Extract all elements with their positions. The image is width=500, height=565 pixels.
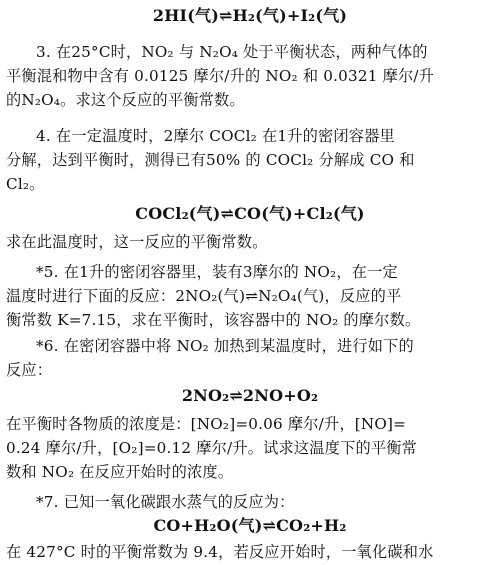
problem-3-line-1: 3. 在25°C时，NO₂ 与 N₂O₄ 处于平衡状态，两种气体的 [36, 43, 428, 61]
problem-6-line-2: 反应： [6, 361, 53, 379]
problem-4-line-2: 分解，达到平衡时，测得已有50% 的 COCl₂ 分解成 CO 和 [6, 151, 415, 169]
problem-6-line-3: 在平衡时各物质的浓度是：[NO₂]=0.06 摩尔/升，[NO]= [6, 415, 407, 433]
problem-6-line-1: *6. 在密闭容器中将 NO₂ 加热到某温度时，进行如下的 [36, 337, 414, 355]
equation-no2-decomposition: 2NO₂⇌2NO+O₂ [181, 386, 319, 405]
equation-cocl2-decomposition: COCl₂(气)⇌CO(气)+Cl₂(气) [135, 204, 365, 223]
problem-5-line-2: 温度时进行下面的反应：2NO₂(气)⇌N₂O₄(气)，反应的平 [6, 287, 402, 305]
problem-4-line-1: 4. 在一定温度时，2摩尔 COCl₂ 在1升的密闭容器里 [36, 127, 395, 145]
problem-6-line-5: 数和 NO₂ 在反应开始时的浓度。 [6, 463, 234, 481]
problem-5-line-3: 衡常数 K=7.15，求在平衡时，该容器中的 NO₂ 的摩尔数。 [6, 311, 421, 329]
problem-3-line-3: 的N₂O₄。求这个反应的平衡常数。 [6, 91, 245, 109]
problem-4-line-3: Cl₂。 [6, 175, 45, 193]
problem-4-line-4: 求在此温度时，这一反应的平衡常数。 [6, 233, 268, 251]
equation-hi-decomposition: 2HI(气)⇌H₂(气)+I₂(气) [152, 6, 348, 25]
problem-7-line-2: 在 427°C 时的平衡常数为 9.4，若反应开始时，一氧化碳和水 [6, 543, 434, 561]
problem-6-line-4: 0.24 摩尔/升，[O₂]=0.12 摩尔/升。试求这温度下的平衡常 [6, 439, 418, 457]
problem-5-line-1: *5. 在1升的密闭容器里，装有3摩尔的 NO₂，在一定 [36, 263, 398, 281]
problem-3-line-2: 平衡混和物中含有 0.0125 摩尔/升的 NO₂ 和 0.0321 摩尔/升 [6, 67, 435, 85]
problem-7-line-1: *7. 已知一氧化碳跟水蒸气的反应为： [36, 493, 295, 511]
equation-co-water-gas: CO+H₂O(气)⇌CO₂+H₂ [153, 516, 347, 535]
